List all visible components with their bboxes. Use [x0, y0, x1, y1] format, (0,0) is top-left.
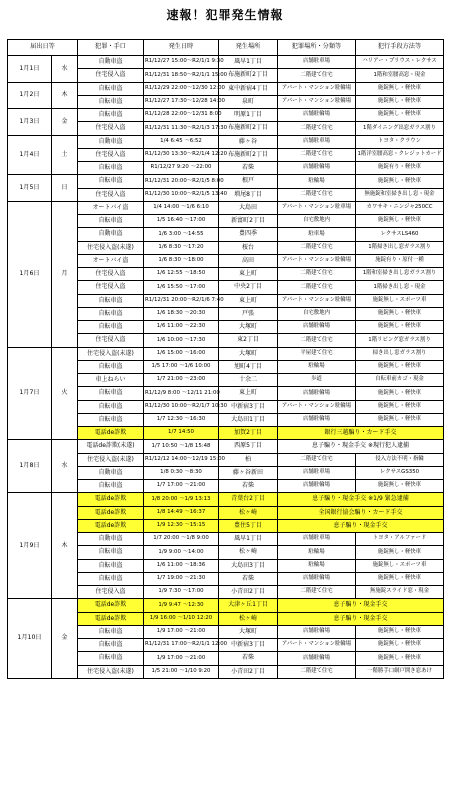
- occurrence-place: 風早1丁目: [219, 56, 278, 69]
- crime-location-class: 店舗駐輪場: [278, 321, 356, 334]
- page-title: 速報！犯罪発生情報: [166, 8, 284, 22]
- occurrence-place: 東2丁目: [219, 334, 278, 347]
- report-weekday: 金: [52, 599, 78, 679]
- crime-type: 自転車盗: [78, 652, 144, 665]
- crime-details: 銀行三越騙り・カード手交: [278, 427, 444, 440]
- crime-details: 息子騙り・現金手交 ※現行犯人逮捕: [278, 440, 444, 453]
- occurrence-time: 1/9 9:47 ～12:30: [144, 599, 219, 612]
- report-date: 1月3日: [8, 109, 52, 136]
- crime-type: 自動車盗: [78, 228, 144, 241]
- crime-type: 自転車盗: [78, 321, 144, 334]
- crime-method: 1階洋室腰高窓・クレジットカード: [356, 148, 444, 161]
- occurrence-place: 明原1丁目: [219, 109, 278, 122]
- table-body: [8, 56, 444, 679]
- crime-location-class: アパート・マンション駐輪場: [278, 254, 356, 267]
- crime-method: 1階リビング窓ガラス割り: [356, 334, 444, 347]
- crime-location-class: 自宅敷地内: [278, 215, 356, 228]
- occurrence-time: R1/12/31 20:00～R2/1/5 8:00: [144, 175, 219, 188]
- crime-type: 電話de詐欺: [78, 519, 144, 532]
- header-date: 届出日等: [8, 40, 78, 56]
- crime-details: 全国銀行協会騙り・カード手交: [278, 506, 444, 519]
- crime-details: 息子騙り・現金手交: [278, 599, 444, 612]
- crime-method: 無施錠和室掃き出し窓・現金: [356, 188, 444, 201]
- crime-method: 施錠無し・軽快車: [356, 307, 444, 320]
- crime-table: [7, 39, 444, 679]
- crime-method: 施錠無し・軽快車: [356, 480, 444, 493]
- report-weekday: 金: [52, 109, 78, 136]
- occurrence-place: 布施新町2丁目: [219, 69, 278, 82]
- crime-location-class: アパート・マンション駐輪場: [278, 639, 356, 652]
- crime-method: 施錠無し・軽快車: [356, 109, 444, 122]
- crime-type: 自転車盗: [78, 387, 144, 400]
- crime-method: 1階ダイニング出窓ガラス割り: [356, 122, 444, 135]
- occurrence-time: 1/8 0:30 ～8:30: [144, 466, 219, 479]
- table-row: [8, 56, 444, 69]
- occurrence-time: 1/6 15:50 ～17:00: [144, 281, 219, 294]
- occurrence-place: 東上町: [219, 387, 278, 400]
- occurrence-time: 1/6 11:00 ～18:36: [144, 559, 219, 572]
- occurrence-place: 東上町: [219, 294, 278, 307]
- crime-method: 1階掃き出し窓・現金: [356, 281, 444, 294]
- occurrence-time: R1/12/31 17:00～R2/1/1 12:00: [144, 639, 219, 652]
- occurrence-time: 1/4 14:00 ～1/6 6:10: [144, 201, 219, 214]
- occurrence-place: 大塚町: [219, 625, 278, 638]
- crime-location-class: 店舗駐車場: [278, 533, 356, 546]
- report-weekday: 月: [52, 201, 78, 347]
- crime-type: 自転車盗: [78, 360, 144, 373]
- occurrence-time: 1/5 21:00 ～1/10 9:20: [144, 665, 219, 678]
- report-date: 1月10日: [8, 599, 52, 679]
- crime-type: 自転車盗: [78, 559, 144, 572]
- crime-method: 1階掃き出し窓ガラス割り: [356, 241, 444, 254]
- table-row: [8, 82, 444, 95]
- occurrence-place: 若柴: [219, 572, 278, 585]
- crime-type: 住宅侵入盗(未遂): [78, 347, 144, 360]
- crime-type: 電話de詐欺: [78, 427, 144, 440]
- crime-type: 住宅侵入盗(未遂): [78, 241, 144, 254]
- crime-method: 施錠無し・軽快車: [356, 652, 444, 665]
- report-weekday: 日: [52, 175, 78, 202]
- occurrence-time: 1/5 16:40 ～17:00: [144, 215, 219, 228]
- crime-location-class: 店舗駐輪場: [278, 652, 356, 665]
- occurrence-place: 十余二: [219, 374, 278, 387]
- crime-method: 自転車前カゴ・現金: [356, 374, 444, 387]
- header-time: 発生日時: [144, 40, 219, 56]
- occurrence-place: 藤ヶ谷新田: [219, 466, 278, 479]
- crime-method: ハリアー・プリウス・レクサス: [356, 56, 444, 69]
- crime-type: 住宅侵入盗: [78, 69, 144, 82]
- occurrence-place: 増尾8丁目: [219, 188, 278, 201]
- occurrence-place: 中央2丁目: [219, 281, 278, 294]
- occurrence-place: 大塚町: [219, 347, 278, 360]
- occurrence-place: 大島田1丁目: [219, 413, 278, 426]
- report-weekday: 木: [52, 82, 78, 109]
- occurrence-place: 桜台: [219, 241, 278, 254]
- crime-type: 自動車盗: [78, 533, 144, 546]
- crime-method: 施錠無し・軽快車: [356, 546, 444, 559]
- report-date: 1月5日: [8, 175, 52, 202]
- occurrence-time: 1/9 9:00 ～14:00: [144, 546, 219, 559]
- occurrence-place: 風早1丁目: [219, 533, 278, 546]
- crime-type: 電話de詐欺: [78, 599, 144, 612]
- crime-type: 自転車盗: [78, 307, 144, 320]
- crime-location-class: アパート・マンション駐輪場: [278, 82, 356, 95]
- occurrence-time: 1/9 7:30 ～17:00: [144, 586, 219, 599]
- crime-type: 自転車盗: [78, 175, 144, 188]
- crime-location-class: 店舗駐輪場: [278, 480, 356, 493]
- crime-method: レクサスLS460: [356, 228, 444, 241]
- crime-type: 自転車盗: [78, 109, 144, 122]
- crime-location-class: 店舗駐輪場: [278, 413, 356, 426]
- crime-method: トヨタ・アルファード: [356, 533, 444, 546]
- occurrence-time: 1/7 20:00 ～1/8 9:00: [144, 533, 219, 546]
- occurrence-place: 中新宿3丁目: [219, 400, 278, 413]
- crime-type: オートバイ盗: [78, 254, 144, 267]
- crime-type: 電話de詐欺: [78, 612, 144, 625]
- crime-method: 施錠無し・軽快車: [356, 413, 444, 426]
- occurrence-time: 1/9 17:00 ～21:00: [144, 625, 219, 638]
- occurrence-place: 布施新町2丁目: [219, 122, 278, 135]
- crime-location-class: 駐輪場: [278, 175, 356, 188]
- crime-method: 施錠無し・軽快車: [356, 321, 444, 334]
- report-date: 1月7日: [8, 347, 52, 440]
- crime-type: 自転車盗: [78, 95, 144, 108]
- occurrence-time: 1/5 17:00 ～1/6 10:00: [144, 360, 219, 373]
- occurrence-time: 1/6 8:30 ～17:20: [144, 241, 219, 254]
- crime-method: 掃き出し窓ガラス割り: [356, 347, 444, 360]
- crime-type: 自動車盗: [78, 56, 144, 69]
- report-weekday: 土: [52, 135, 78, 175]
- occurrence-time: 1/9 17:00 ～21:00: [144, 652, 219, 665]
- crime-location-class: 二階建て住宅: [278, 586, 356, 599]
- crime-type: 車上ねらい: [78, 374, 144, 387]
- occurrence-place: 松ヶ崎: [219, 612, 278, 625]
- occurrence-time: R1/12/29 22:00～12/30 12:00: [144, 82, 219, 95]
- crime-location-class: アパート・マンション駐車場: [278, 201, 356, 214]
- occurrence-place: 旭町4丁目: [219, 360, 278, 373]
- crime-location-class: 二階建て住宅: [278, 122, 356, 135]
- occurrence-time: 1/9 12:30 ～15:15: [144, 519, 219, 532]
- occurrence-time: R1/12/30 10:00～R2/1/5 13:40: [144, 188, 219, 201]
- crime-location-class: 二階建て住宅: [278, 268, 356, 281]
- crime-method: 施錠無し・軽快車: [356, 175, 444, 188]
- crime-location-class: 店舗駐車場: [278, 56, 356, 69]
- crime-method: 1階和室腰高窓・現金: [356, 69, 444, 82]
- occurrence-time: 1/7 19:00 ～21:30: [144, 572, 219, 585]
- crime-type: 自転車盗: [78, 82, 144, 95]
- crime-method: 施錠無し・軽快車: [356, 360, 444, 373]
- occurrence-time: R1/12/28 22:00～12/31 8:00: [144, 109, 219, 122]
- crime-type: 住宅侵入盗(未遂): [78, 665, 144, 678]
- occurrence-place: 小青田2丁目: [219, 586, 278, 599]
- crime-location-class: 歩道: [278, 374, 356, 387]
- crime-location-class: 店舗駐輪場: [278, 625, 356, 638]
- occurrence-place: 東中新宿4丁目: [219, 82, 278, 95]
- crime-type: 自転車盗: [78, 639, 144, 652]
- occurrence-place: 若柴: [219, 162, 278, 175]
- occurrence-place: 西原5丁目: [219, 440, 278, 453]
- occurrence-place: 大塚町: [219, 321, 278, 334]
- crime-type: 住宅侵入盗: [78, 148, 144, 161]
- occurrence-time: 1/7 21:00 ～23:00: [144, 374, 219, 387]
- crime-type: 住宅侵入盗: [78, 281, 144, 294]
- occurrence-place: 大島田3丁目: [219, 559, 278, 572]
- occurrence-place: 若柴: [219, 652, 278, 665]
- report-date: 1月4日: [8, 135, 52, 175]
- table-row: [8, 109, 444, 122]
- table-row: [8, 175, 444, 188]
- crime-type: 電話de詐欺(未遂): [78, 440, 144, 453]
- crime-location-class: 店舗駐輪場: [278, 109, 356, 122]
- report-date: 1月6日: [8, 201, 52, 347]
- crime-location-class: アパート・マンション駐輪場: [278, 400, 356, 413]
- crime-type: 住宅侵入盗: [78, 268, 144, 281]
- crime-location-class: 店舗駐輪場: [278, 572, 356, 585]
- occurrence-time: R1/12/12 14:00～12/19 15:00: [144, 453, 219, 466]
- occurrence-time: 1/6 15:00 ～16:00: [144, 347, 219, 360]
- crime-type: 自転車盗: [78, 480, 144, 493]
- crime-method: 施錠無し・スポーツ車: [356, 559, 444, 572]
- crime-type: 自転車盗: [78, 572, 144, 585]
- crime-details: 息子騙り・現金手交 ※1/9 緊急逮捕: [278, 493, 444, 506]
- report-date: 1月9日: [8, 493, 52, 599]
- crime-method: 施錠無し・軽快車: [356, 639, 444, 652]
- crime-type: 自転車盗: [78, 162, 144, 175]
- crime-type: 住宅侵入盗: [78, 334, 144, 347]
- occurrence-time: 1/9 16:00 ～1/10 12:20: [144, 612, 219, 625]
- crime-type: オートバイ盗: [78, 201, 144, 214]
- crime-location-class: 駐輪場: [278, 360, 356, 373]
- crime-location-class: 駐輪場: [278, 559, 356, 572]
- report-weekday: 火: [52, 347, 78, 440]
- crime-details: 息子騙り・現金手交: [278, 612, 444, 625]
- crime-location-class: 二階建て住宅: [278, 281, 356, 294]
- crime-type: 住宅侵入盗: [78, 586, 144, 599]
- occurrence-place: 根戸: [219, 175, 278, 188]
- occurrence-time: R1/12/30 13:30～R2/1/4 12:20: [144, 148, 219, 161]
- table-row: [8, 440, 444, 453]
- crime-type: 自転車盗: [78, 215, 144, 228]
- occurrence-place: 豊住5丁目: [219, 519, 278, 532]
- occurrence-time: 1/7 12:30 ～16:30: [144, 413, 219, 426]
- crime-location-class: 店舗駐車場: [278, 135, 356, 148]
- crime-location-class: アパート・マンション駐輪場: [278, 95, 356, 108]
- crime-method: 施錠無し・軽快車: [356, 95, 444, 108]
- table-row: [8, 135, 444, 148]
- crime-type: 自転車盗: [78, 546, 144, 559]
- crime-type: 自動車盗: [78, 466, 144, 479]
- occurrence-time: 1/6 18:30 ～20:30: [144, 307, 219, 320]
- occurrence-time: R1/12/27 15:00～R2/1/1 9:30: [144, 56, 219, 69]
- occurrence-place: 大津ヶ丘1丁目: [219, 599, 278, 612]
- crime-method: 施錠無し・軽快車: [356, 215, 444, 228]
- crime-details: 息子騙り・現金手交: [278, 519, 444, 532]
- occurrence-time: R1/12/9 8:00 ～12/11 21:00: [144, 387, 219, 400]
- occurrence-time: 1/6 12:55 ～18:50: [144, 268, 219, 281]
- crime-method: 一階勝手口網戸開き窓あけ: [356, 665, 444, 678]
- crime-method: カワサキ・ニンジャ250CC: [356, 201, 444, 214]
- occurrence-place: 布施新町2丁目: [219, 148, 278, 161]
- crime-method: 施錠無し・軽快車: [356, 82, 444, 95]
- occurrence-place: 青葉台2丁目: [219, 493, 278, 506]
- crime-location-class: 二階建て住宅: [278, 188, 356, 201]
- occurrence-place: 松ヶ崎: [219, 546, 278, 559]
- occurrence-time: 1/4 6:45 ～6:52: [144, 135, 219, 148]
- table-row: [8, 201, 444, 214]
- occurrence-place: 松ヶ崎: [219, 506, 278, 519]
- crime-method: 無施錠スライド窓・現金: [356, 586, 444, 599]
- crime-method: 施錠有り・原付一種: [356, 254, 444, 267]
- report-weekday: 水: [52, 440, 78, 493]
- table-row: [8, 493, 444, 506]
- crime-method: 侵入方法不明・指輪: [356, 453, 444, 466]
- occurrence-time: R1/12/30 10:00～R2/1/7 10:30: [144, 400, 219, 413]
- crime-type: 電話de詐欺: [78, 493, 144, 506]
- occurrence-time: 1/6 8:30 ～18:00: [144, 254, 219, 267]
- occurrence-time: 1/7 17:00 ～21:00: [144, 480, 219, 493]
- crime-location-class: 店舗駐輪場: [278, 387, 356, 400]
- occurrence-time: R1/12/31 20:00～R2/1/6 7:40: [144, 294, 219, 307]
- crime-method: 施錠無し・軽快車: [356, 400, 444, 413]
- report-weekday: 水: [52, 56, 78, 83]
- header-method: 犯行手段方法等: [356, 40, 444, 56]
- report-date: 1月1日: [8, 56, 52, 83]
- crime-method: 1階和室掃き出し窓ガラス割り: [356, 268, 444, 281]
- report-date: 1月8日: [8, 440, 52, 493]
- occurrence-place: 戸張: [219, 307, 278, 320]
- occurrence-place: 藤ヶ谷: [219, 135, 278, 148]
- crime-type: 住宅侵入盗: [78, 122, 144, 135]
- occurrence-time: 1/6 3:00 ～14:55: [144, 228, 219, 241]
- crime-method: レクサスGS350: [356, 466, 444, 479]
- header-classification: 犯罪場所・分類等: [278, 40, 356, 56]
- header-crime-type: 犯罪・手口: [78, 40, 144, 56]
- crime-location-class: 自宅敷地内: [278, 307, 356, 320]
- crime-location-class: 二階建て住宅: [278, 453, 356, 466]
- crime-type: 自転車盗: [78, 294, 144, 307]
- crime-method: 施錠無し・軽快車: [356, 572, 444, 585]
- crime-location-class: 二階建て住宅: [278, 148, 356, 161]
- crime-type: 住宅侵入盗: [78, 188, 144, 201]
- crime-method: 施錠無し・スポーツ車: [356, 294, 444, 307]
- occurrence-time: 1/7 14:50: [144, 427, 219, 440]
- crime-type: 自転車盗: [78, 625, 144, 638]
- occurrence-place: 小青田2丁目: [219, 665, 278, 678]
- crime-method: 施錠有り・軽快車: [356, 162, 444, 175]
- crime-location-class: 駐車場: [278, 228, 356, 241]
- occurrence-place: 若柴: [219, 480, 278, 493]
- occurrence-place: 柏: [219, 453, 278, 466]
- occurrence-place: 泉町: [219, 95, 278, 108]
- crime-location-class: 店舗駐輪場: [278, 162, 356, 175]
- occurrence-time: 1/6 10:00 ～17:30: [144, 334, 219, 347]
- crime-location-class: 平屋建て住宅: [278, 347, 356, 360]
- occurrence-time: R1/12/31 18:50～R2/1/1 15:00: [144, 69, 219, 82]
- table-row: [8, 599, 444, 612]
- crime-method: 施錠無し・軽快車: [356, 387, 444, 400]
- crime-method: トヨタ・クラウン: [356, 135, 444, 148]
- table-header-row: [8, 40, 444, 56]
- crime-location-class: 店舗駐車場: [278, 466, 356, 479]
- occurrence-place: 高田: [219, 254, 278, 267]
- crime-location-class: アパート・マンション駐輪場: [278, 294, 356, 307]
- occurrence-place: 豊四季: [219, 228, 278, 241]
- occurrence-time: R1/12/31 11:30～R2/1/3 17:30: [144, 122, 219, 135]
- crime-type: 電話de詐欺: [78, 506, 144, 519]
- occurrence-place: 加賀2丁目: [219, 427, 278, 440]
- crime-type: 自動車盗: [78, 135, 144, 148]
- table-row: [8, 347, 444, 360]
- header-place: 発生場所: [219, 40, 278, 56]
- occurrence-place: 中新宿3丁目: [219, 639, 278, 652]
- crime-method: 施錠無し・軽快車: [356, 625, 444, 638]
- crime-location-class: 二階建て住宅: [278, 241, 356, 254]
- crime-location-class: 二階建て住宅: [278, 334, 356, 347]
- occurrence-time: 1/7 10:50 ～1/8 15:48: [144, 440, 219, 453]
- crime-type: 自転車盗: [78, 413, 144, 426]
- crime-type: 自転車盗: [78, 400, 144, 413]
- occurrence-time: R1/12/27 17:30～12/28 14:00: [144, 95, 219, 108]
- crime-location-class: 駐輪場: [278, 546, 356, 559]
- occurrence-time: R1/12/27 9:20 ～22:00: [144, 162, 219, 175]
- occurrence-time: 1/8 14:49 ～16:37: [144, 506, 219, 519]
- crime-location-class: 二階建て住宅: [278, 665, 356, 678]
- report-date: 1月2日: [8, 82, 52, 109]
- crime-location-class: 二階建て住宅: [278, 69, 356, 82]
- report-weekday: 木: [52, 493, 78, 599]
- occurrence-time: 1/6 11:00 ～22:30: [144, 321, 219, 334]
- crime-type: 住宅侵入盗(未遂): [78, 453, 144, 466]
- occurrence-time: 1/8 20:00 ～1/9 13:13: [144, 493, 219, 506]
- occurrence-place: 東上町: [219, 268, 278, 281]
- occurrence-place: 新富町2丁目: [219, 215, 278, 228]
- occurrence-place: 大島田: [219, 201, 278, 214]
